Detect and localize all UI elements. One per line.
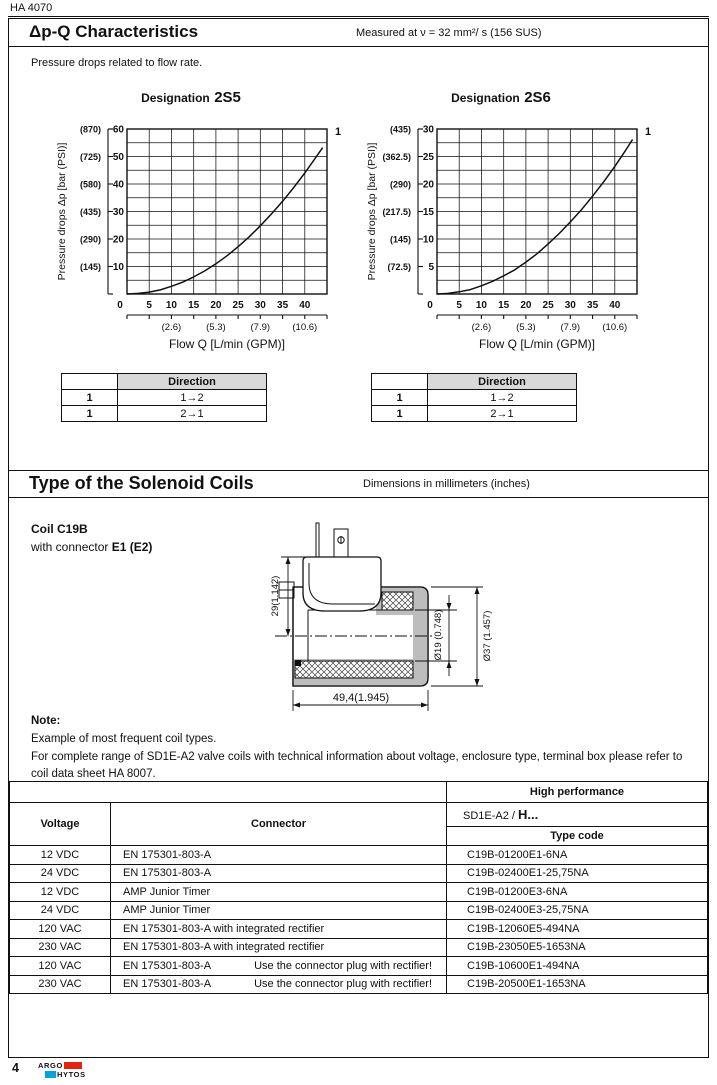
connector-text: EN 175301-803-A [123, 848, 212, 861]
coil-connector-code: E1 (E2) [111, 540, 153, 554]
svg-text:(435): (435) [79, 207, 101, 217]
connector-cell [111, 975, 447, 994]
series-prefix: SD1E-A2 / [463, 810, 519, 822]
voltage-cell: 120 VAC [10, 920, 111, 939]
logo-red-block [64, 1062, 82, 1069]
svg-text:(290): (290) [79, 234, 101, 245]
svg-text:10: 10 [422, 234, 434, 246]
x-axis-title: Flow Q [L/min (GPM)] [478, 337, 596, 351]
connector-text: EN 175301-803-A with integrated rectifier [123, 941, 325, 954]
voltage-header: Voltage [10, 803, 111, 846]
connector-housing [303, 557, 381, 611]
coil-connector-prefix: with connector [31, 540, 109, 554]
pq-curve [127, 148, 323, 294]
logo-text-argo: ARGO [38, 1061, 63, 1070]
note-block [31, 713, 695, 784]
chart-title-2s5 [51, 89, 331, 107]
chart-block-2s6 [361, 85, 691, 425]
svg-text:20: 20 [422, 179, 434, 191]
empty-cell [372, 374, 428, 390]
direction-table-2s6 [371, 373, 577, 422]
voltage-cell: 12 VDC [10, 846, 111, 865]
connector-pin-thin [316, 523, 319, 559]
chart-title-prefix: Designation [141, 91, 210, 105]
direction-header: Direction [428, 374, 577, 390]
voltage-cell: 24 VDC [10, 901, 111, 920]
svg-text:35: 35 [277, 300, 289, 311]
direction-header: Direction [118, 374, 267, 390]
svg-text:0: 0 [427, 300, 433, 311]
dimensions-note: Dimensions in millimeters (inches) [363, 478, 530, 490]
dim-bore-label: Ø19 (0.748) [433, 609, 444, 661]
type-code-cell: C19B-23050E5-1653NA [447, 938, 708, 957]
direction-value: 1→2 [118, 390, 267, 406]
connector-cell [111, 864, 447, 883]
svg-text:(2.6): (2.6) [161, 322, 182, 333]
voltage-cell: 120 VAC [10, 957, 111, 976]
chart-block-2s5 [51, 85, 381, 425]
connector-text: EN 175301-803-A [123, 959, 212, 972]
gpm-axis-bracket [127, 315, 327, 319]
coil-type-table [9, 781, 708, 994]
pq-plot-2s6 [361, 119, 691, 351]
coil-table-row [10, 920, 708, 939]
svg-text:40: 40 [609, 300, 621, 311]
intro-text: Pressure drops related to flow rate. [31, 57, 203, 69]
svg-text:35: 35 [587, 300, 599, 311]
chart-title-prefix: Designation [451, 91, 520, 105]
coil-table-row [10, 901, 708, 920]
svg-text:30: 30 [254, 300, 266, 311]
voltage-cell: 12 VDC [10, 883, 111, 902]
svg-text:(435): (435) [389, 124, 411, 135]
winding-bottom [295, 661, 413, 678]
coil-table-row [10, 957, 708, 976]
svg-text:50: 50 [112, 152, 124, 163]
svg-text:20: 20 [210, 300, 222, 311]
svg-text:(10.6): (10.6) [602, 322, 628, 333]
type-code-cell: C19B-12060E5-494NA [447, 920, 708, 939]
logo-blue-block [45, 1071, 56, 1078]
direction-header-row [62, 374, 267, 390]
y-tick-labels [80, 125, 124, 274]
svg-text:20: 20 [520, 300, 532, 311]
svg-text:(217.5): (217.5) [382, 207, 411, 217]
svg-text:10: 10 [165, 300, 177, 311]
connector-note: Use the connector plug with rectifier! [254, 959, 432, 972]
table-header-row [10, 803, 708, 827]
svg-text:40: 40 [112, 179, 124, 191]
type-code-cell: C19B-02400E1-25,75NA [447, 864, 708, 883]
chart-title-code: 2S5 [214, 89, 241, 106]
connector-text: EN 175301-803-A [123, 978, 212, 991]
coil-table-row [10, 938, 708, 957]
direction-value: 2→1 [118, 406, 267, 422]
coil-label [31, 522, 152, 554]
empty-cell [62, 374, 118, 390]
gpm-tick-labels [472, 322, 628, 333]
svg-text:30: 30 [112, 207, 124, 218]
connector-text: EN 175301-803-A [123, 867, 212, 880]
logo-row [38, 1070, 86, 1079]
svg-text:15: 15 [422, 207, 434, 218]
mount-flange [279, 590, 294, 598]
table-header-row [10, 782, 708, 803]
note-title: Note: [31, 715, 61, 727]
svg-text:(290): (290) [389, 179, 411, 190]
direction-row [372, 406, 577, 422]
connector-text: EN 175301-803-A with integrated rectifier [123, 922, 325, 935]
section-title-coils: Type of the Solenoid Coils [29, 473, 254, 493]
section-header-pq [9, 19, 708, 47]
svg-text:(725): (725) [79, 152, 101, 162]
page-number: 4 [12, 1061, 19, 1075]
x-tick-labels [117, 300, 311, 311]
pq-curve [437, 139, 633, 294]
type-code-header: Type code [447, 827, 708, 846]
chart-title-code: 2S6 [524, 89, 551, 106]
connector-header: Connector [111, 803, 447, 846]
svg-text:20: 20 [112, 234, 124, 246]
svg-text:25: 25 [422, 152, 434, 163]
section-header-coils [9, 470, 708, 498]
svg-text:(5.3): (5.3) [206, 322, 226, 333]
direction-value: 1→2 [428, 390, 577, 406]
svg-text:(580): (580) [79, 179, 101, 190]
curve-label: 1 [335, 126, 342, 138]
voltage-cell: 230 VAC [10, 938, 111, 957]
coil-table-row [10, 864, 708, 883]
type-code-cell: C19B-10600E1-494NA [447, 957, 708, 976]
top-rule [8, 16, 709, 17]
svg-text:(145): (145) [79, 262, 101, 272]
connector-cell [111, 883, 447, 902]
svg-text:25: 25 [542, 300, 554, 311]
svg-text:15: 15 [498, 300, 510, 311]
gpm-axis-bracket [437, 315, 637, 319]
svg-text:60: 60 [112, 124, 124, 136]
svg-text:30: 30 [422, 124, 434, 136]
svg-text:(362.5): (362.5) [382, 152, 411, 162]
connector-cell [111, 920, 447, 939]
logo-text-hytos: HYTOS [57, 1070, 86, 1079]
plot-grid [437, 129, 637, 294]
svg-text:(145): (145) [389, 234, 411, 245]
coil-connector-label [31, 540, 152, 554]
connector-text: AMP Junior Timer [123, 885, 211, 898]
winding-mark [295, 660, 301, 666]
svg-text:0: 0 [117, 300, 123, 311]
x-tick-labels [427, 300, 621, 311]
y-axis-title: Pressure drops Δp [bar (PSI)] [56, 142, 68, 281]
svg-text:5: 5 [428, 262, 434, 273]
page-frame [8, 18, 709, 1058]
connector-cell [111, 846, 447, 865]
type-code-cell: C19B-20500E1-1653NA [447, 975, 708, 994]
y-tick-labels [382, 125, 434, 274]
svg-text:30: 30 [564, 300, 576, 311]
coil-name: Coil C19B [31, 522, 88, 536]
pq-plot-2s5 [51, 119, 381, 351]
connector-note: Use the connector plug with rectifier! [254, 978, 432, 991]
x-axis-title: Flow Q [L/min (GPM)] [168, 337, 286, 351]
svg-text:5: 5 [146, 300, 152, 311]
high-performance-header: High performance [447, 782, 708, 803]
dim-height-label: 29(1.142) [270, 575, 281, 617]
direction-table-2s5 [61, 373, 267, 422]
logo-row [38, 1061, 86, 1070]
doc-reference: HA 4070 [10, 2, 53, 14]
curve-key: 1 [62, 390, 118, 406]
svg-text:(870): (870) [79, 124, 101, 135]
curve-key: 1 [372, 390, 428, 406]
voltage-cell: 24 VDC [10, 864, 111, 883]
argo-hytos-logo [38, 1061, 86, 1079]
svg-text:25: 25 [232, 300, 244, 311]
series-code: H... [518, 807, 539, 822]
direction-value: 2→1 [428, 406, 577, 422]
note-line: For complete range of SD1E-A2 valve coils with technical information about voltage, enclosure type, terminal box please refer to coil data sheet HA 8007. [31, 750, 683, 781]
measured-at-note: Measured at ν = 32 mm²/ s (156 SUS) [356, 27, 542, 39]
connector-cell [111, 938, 447, 957]
plot-grid [127, 129, 327, 294]
svg-text:(5.3): (5.3) [516, 322, 536, 333]
chart-title-2s6 [361, 89, 641, 107]
winding-top [382, 592, 413, 610]
svg-text:15: 15 [188, 300, 200, 311]
direction-row [62, 406, 267, 422]
svg-text:(7.9): (7.9) [250, 322, 271, 333]
svg-text:(2.6): (2.6) [471, 322, 492, 333]
empty-header-cell [10, 782, 447, 803]
type-code-cell: C19B-01200E1-6NA [447, 846, 708, 865]
svg-text:(10.6): (10.6) [292, 322, 318, 333]
voltage-cell: 230 VAC [10, 975, 111, 994]
coil-table-row [10, 975, 708, 994]
dim-width-label: 49,4(1.945) [332, 692, 390, 704]
coil-table-row [10, 846, 708, 865]
connector-cell [111, 957, 447, 976]
svg-text:5: 5 [456, 300, 462, 311]
type-code-cell: C19B-01200E3-6NA [447, 883, 708, 902]
direction-row [372, 390, 577, 406]
connector-text: AMP Junior Timer [123, 904, 211, 917]
svg-text:(72.5): (72.5) [387, 262, 411, 272]
curve-key: 1 [62, 406, 118, 422]
type-code-cell: C19B-02400E3-25,75NA [447, 901, 708, 920]
coil-dimension-drawing [231, 519, 511, 724]
direction-row [62, 390, 267, 406]
svg-text:10: 10 [475, 300, 487, 311]
svg-text:40: 40 [299, 300, 311, 311]
direction-header-row [372, 374, 577, 390]
y-axis-title: Pressure drops Δp [bar (PSI)] [366, 142, 378, 281]
coil-connector [303, 523, 381, 611]
dim-outer-label: Ø37 (1.457) [482, 610, 493, 662]
curve-key: 1 [372, 406, 428, 422]
svg-text:10: 10 [112, 262, 124, 273]
coil-table-row [10, 883, 708, 902]
connector-cell [111, 901, 447, 920]
mount-flange [279, 582, 294, 590]
section-title-pq: Δp-Q Characteristics [29, 22, 199, 41]
svg-text:(7.9): (7.9) [560, 322, 581, 333]
note-line: Example of most frequent coil types. [31, 732, 217, 745]
series-header [447, 803, 708, 827]
curve-label: 1 [645, 126, 652, 138]
gpm-tick-labels [162, 322, 318, 333]
